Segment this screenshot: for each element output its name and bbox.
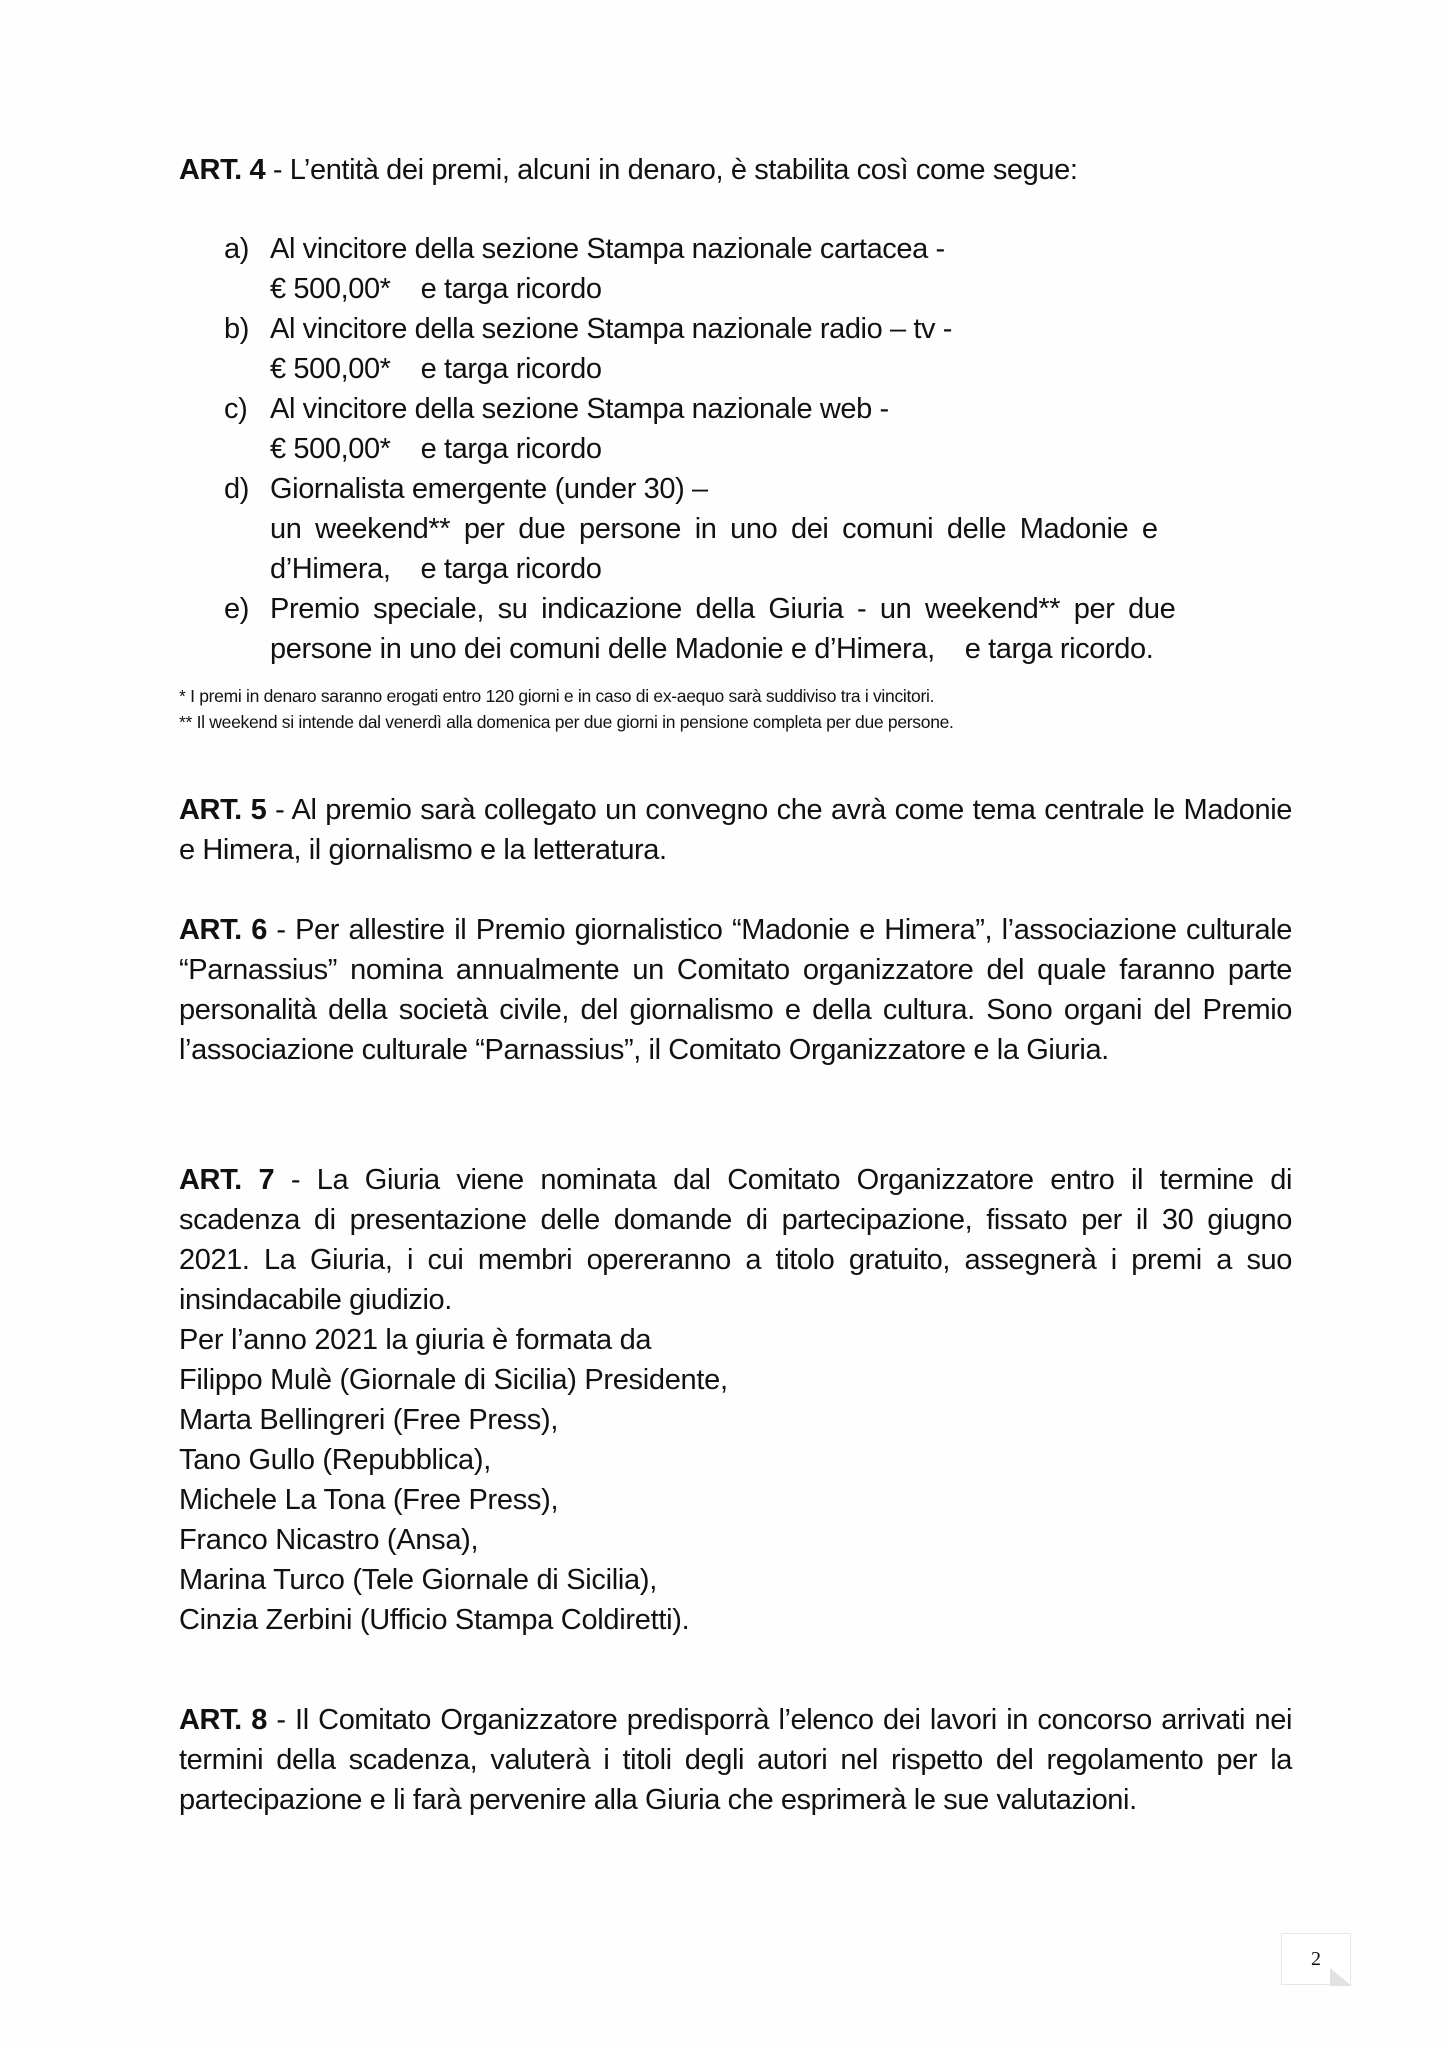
prize-extra: e targa ricordo bbox=[420, 273, 602, 305]
jury-list bbox=[179, 1320, 728, 1640]
art8-paragraph bbox=[179, 1700, 1292, 1820]
footnote-1: * I premi in denaro saranno erogati entro 120 giorni e in caso di ex-aequo sarà suddiviso tra i vincitori. bbox=[179, 686, 935, 706]
prize-extra: e targa ricordo bbox=[420, 433, 602, 465]
prize-description: Premio speciale, su indicazione della Giuria - un weekend** per due bbox=[270, 593, 1176, 625]
art7-paragraph bbox=[179, 1160, 1292, 1320]
jury-member: Marta Bellingreri (Free Press), bbox=[179, 1404, 559, 1436]
prize-detail: un weekend** per due persone in uno dei comuni delle Madonie e bbox=[270, 513, 1158, 545]
prize-item-d bbox=[224, 469, 1294, 589]
art4-text: - L’entità dei premi, alcuni in denaro, è stabilita così come segue: bbox=[265, 154, 1078, 186]
jury-member: Tano Gullo (Repubblica), bbox=[179, 1444, 491, 1476]
jury-member: Filippo Mulè (Giornale di Sicilia) Presidente, bbox=[179, 1364, 728, 1396]
prize-extra: e targa ricordo. bbox=[964, 633, 1154, 665]
page-number bbox=[1281, 1933, 1351, 1985]
art8-label: ART. 8 bbox=[179, 1704, 267, 1736]
page-curl-icon bbox=[1330, 1968, 1352, 1986]
art4-heading bbox=[179, 150, 1292, 190]
art5-label: ART. 5 bbox=[179, 794, 267, 826]
prize-item-e bbox=[224, 589, 1294, 669]
prize-description: Giornalista emergente (under 30) – bbox=[270, 473, 708, 505]
list-marker: a) bbox=[224, 233, 249, 265]
prize-item-b bbox=[224, 309, 1294, 389]
art6-label: ART. 6 bbox=[179, 914, 267, 946]
art6-paragraph bbox=[179, 910, 1292, 1070]
footnote-2: ** Il weekend si intende dal venerdì alla domenica per due giorni in pensione completa per due persone. bbox=[179, 712, 954, 732]
prize-detail: persone in uno dei comuni delle Madonie e d’Himera, bbox=[270, 633, 935, 665]
prize-description: Al vincitore della sezione Stampa nazionale web - bbox=[270, 393, 889, 425]
art5-paragraph bbox=[179, 790, 1292, 870]
jury-member: Marina Turco (Tele Giornale di Sicilia), bbox=[179, 1564, 657, 1596]
page-number-text: 2 bbox=[1311, 1948, 1321, 1970]
footnotes bbox=[179, 683, 1299, 735]
prize-extra: e targa ricordo bbox=[420, 553, 602, 585]
art4-label: ART. 4 bbox=[179, 154, 266, 186]
jury-member: Franco Nicastro (Ansa), bbox=[179, 1524, 479, 1556]
list-marker: d) bbox=[224, 473, 249, 505]
art7-label: ART. 7 bbox=[179, 1164, 275, 1196]
jury-member: Michele La Tona (Free Press), bbox=[179, 1484, 559, 1516]
list-marker: c) bbox=[224, 393, 248, 425]
art5-text: - Al premio sarà collegato un convegno che avrà come tema centrale le Madonie e Himera, il giornalismo e la letteratura. bbox=[179, 794, 1292, 866]
art6-text: - Per allestire il Premio giornalistico “Madonie e Himera”, l’associazione culturale “Parnassius” nomina annualmente un Comitato organizzatore del quale faranno parte personalità della società civile, del giornalismo e della cultura. Sono organi del Premio l’associazione culturale “Parnassius”, il Comitato Organizzatore e la Giuria. bbox=[179, 914, 1292, 1066]
prize-extra: e targa ricordo bbox=[420, 353, 602, 385]
art7-text: - La Giuria viene nominata dal Comitato Organizzatore entro il termine di scadenza di presentazione delle domande di partecipazione, fissato per il 30 giugno 2021. La Giuria, i cui membri opereranno a titolo gratuito, assegnerà i premi a suo insindacabile giudizio. bbox=[179, 1164, 1292, 1316]
art8-text: - Il Comitato Organizzatore predisporrà l’elenco dei lavori in concorso arrivati nei termini della scadenza, valuterà i titoli degli autori nel rispetto del regolamento per la partecipazione e li farà pervenire alla Giuria che esprimerà le sue valutazioni. bbox=[179, 1704, 1292, 1816]
prize-description: Al vincitore della sezione Stampa nazionale radio – tv - bbox=[270, 313, 953, 345]
prize-amount: € 500,00* bbox=[270, 433, 391, 465]
jury-member: Cinzia Zerbini (Ufficio Stampa Coldiretti). bbox=[179, 1604, 690, 1636]
prize-item-c bbox=[224, 389, 1294, 469]
prize-item-a bbox=[224, 229, 1294, 309]
prize-list bbox=[224, 229, 1294, 669]
prize-amount: € 500,00* bbox=[270, 353, 391, 385]
prize-description: Al vincitore della sezione Stampa nazionale cartacea - bbox=[270, 233, 945, 265]
prize-amount: € 500,00* bbox=[270, 273, 391, 305]
list-marker: e) bbox=[224, 593, 249, 625]
jury-intro: Per l’anno 2021 la giuria è formata da bbox=[179, 1324, 652, 1356]
prize-detail-end: d’Himera, bbox=[270, 553, 391, 585]
list-marker: b) bbox=[224, 313, 249, 345]
